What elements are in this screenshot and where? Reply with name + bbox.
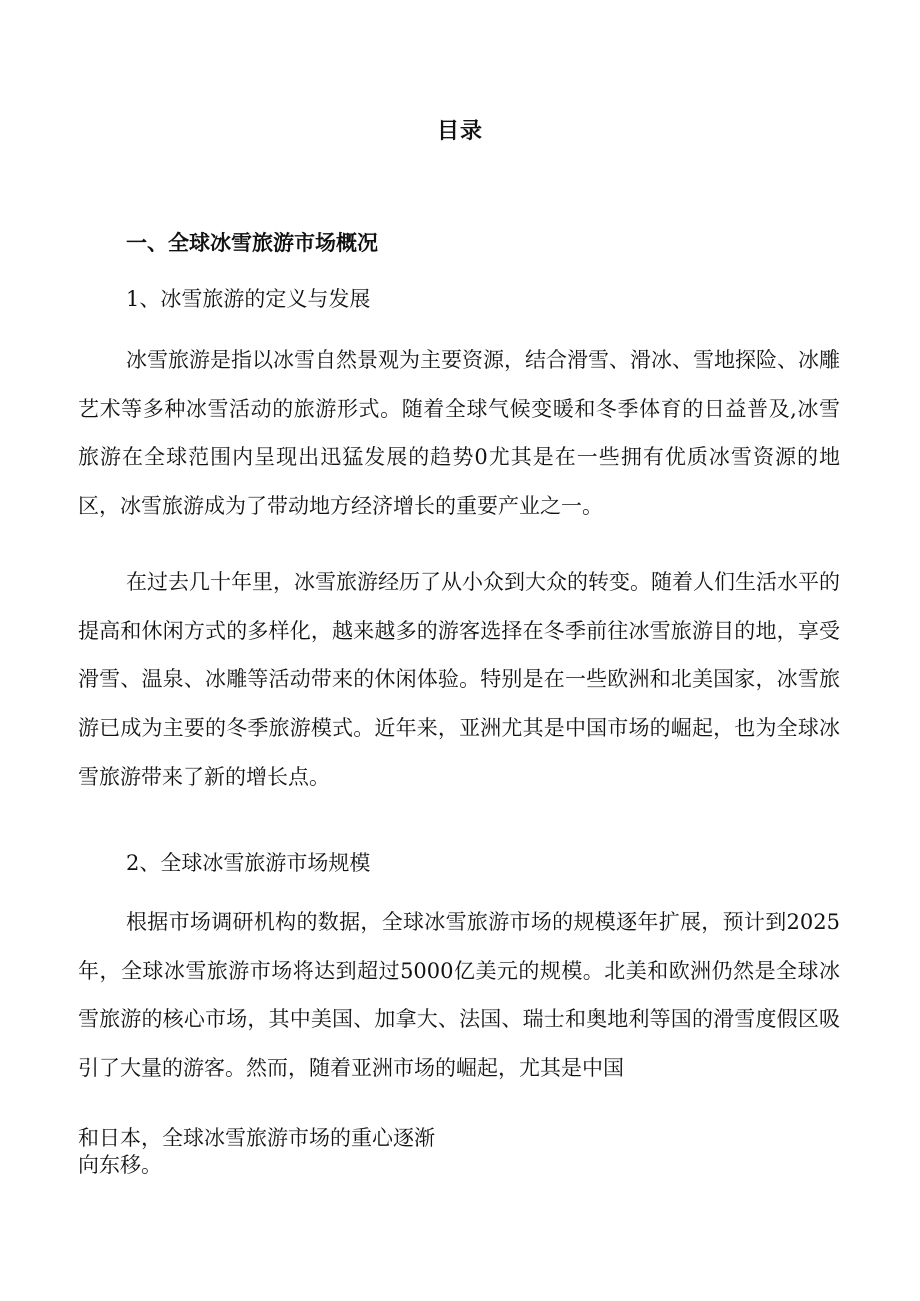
section-heading-1: 一、全球冰雪旅游市场概况 bbox=[126, 230, 378, 255]
paragraph-development: 在过去几十年里，冰雪旅游经历了从小众到大众的转变。随着人们生活水平的提高和休闲方式的多样化，越来越多的游客选择在冬季前往冰雪旅游目的地，享受滑雪、温泉、冰雕等活动带来的休闲体验。特别是在一些欧洲和北美国家，冰雪旅游已成为主要的冬季旅游模式。近年来，亚洲尤其是中国市场的崛起，也为全球冰雪旅游带来了新的增长点。 bbox=[78, 570, 840, 789]
subsection-heading-1-2: 2、全球冰雪旅游市场规模 bbox=[126, 851, 371, 875]
paragraph-market-size-end: 向东移。 bbox=[78, 1153, 162, 1177]
toc-title: 目录 bbox=[436, 118, 483, 144]
paragraph-market-size-tail: 和日本，全球冰雪旅游市场的重心逐渐 bbox=[78, 1126, 435, 1150]
subsection-heading-1-1: 1、冰雪旅游的定义与发展 bbox=[126, 287, 371, 311]
paragraph-market-size: 根据市场调研机构的数据，全球冰雪旅游市场的规模逐年扩展，预计到2025年，全球冰雪旅游市场将达到超过5000亿美元的规模。北美和欧洲仍然是全球冰雪旅游的核心市场，其中美国、加拿大、法国、瑞士和奥地利等国的滑雪度假区吸引了大量的游客。然而，随着亚洲市场的崛起，尤其是中国 bbox=[78, 910, 840, 1081]
paragraph-definition: 冰雪旅游是指以冰雪自然景观为主要资源，结合滑雪、滑冰、雪地探险、冰雕艺术等多种冰雪活动的旅游形式。随着全球气候变暖和冬季体育的日益普及,冰雪旅游在全球范围内呈现出迅猛发展的趋势0尤其是在一些拥有优质冰雪资源的地区，冰雪旅游成为了带动地方经济增长的重要产业之一。 bbox=[78, 348, 840, 519]
